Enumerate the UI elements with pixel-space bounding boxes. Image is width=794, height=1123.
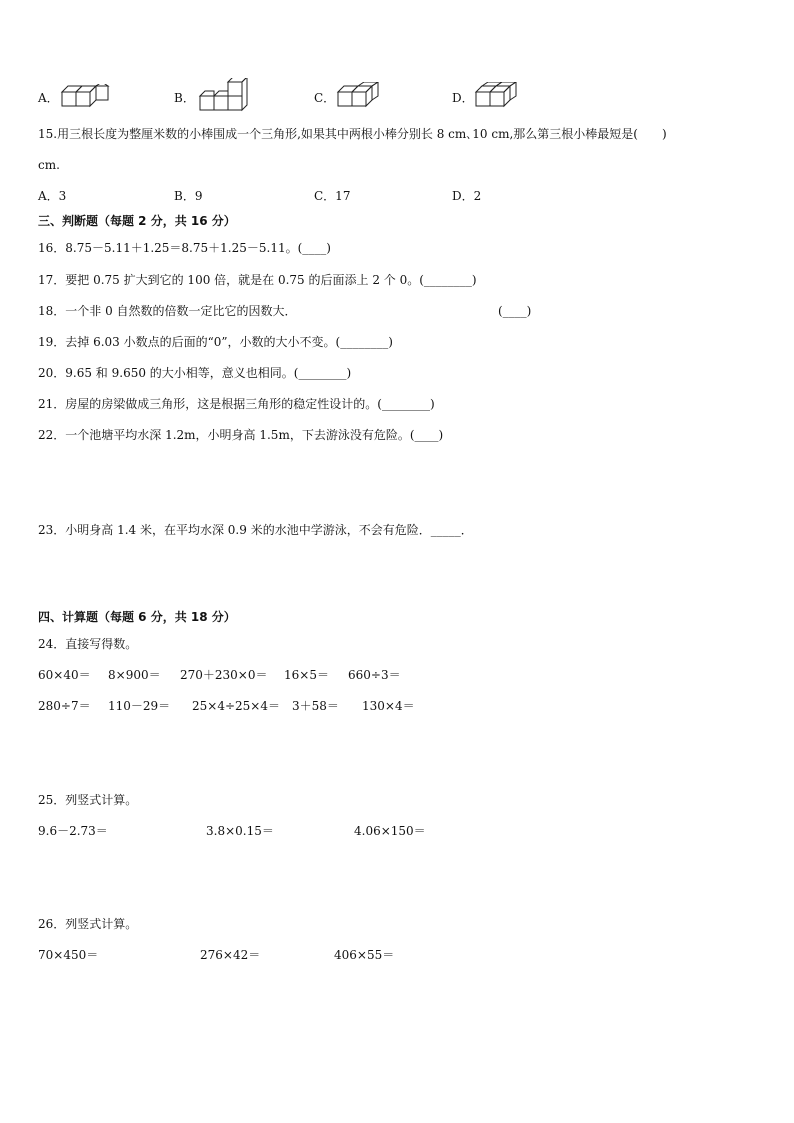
q25-title: 25．列竖式计算。 bbox=[38, 793, 138, 807]
q14-option-d-label: D． bbox=[452, 91, 474, 105]
q24-row2-cell: 110－29＝ bbox=[108, 699, 171, 713]
q24-row2-cell: 25×4÷25×4＝ bbox=[192, 699, 280, 713]
cube-stack-a-icon bbox=[60, 84, 112, 108]
q15-option-d: D．2 bbox=[452, 189, 482, 203]
q24-row1-cell: 60×40＝ bbox=[38, 668, 91, 682]
q25-item: 9.6－2.73＝ bbox=[38, 824, 108, 838]
q18-blank: (____) bbox=[498, 304, 532, 318]
q24-row2-cell: 280÷7＝ bbox=[38, 699, 91, 713]
q14-option-a-label: A． bbox=[38, 91, 59, 105]
q22-text: 22．一个池塘平均水深 1.2m，小明身高 1.5m，下去游泳没有危险。(____) bbox=[38, 428, 444, 442]
cube-stack-d-icon bbox=[474, 82, 520, 108]
q19-text: 19．去掉 6.03 小数点的后面的“0”，小数的大小不变。(________) bbox=[38, 335, 393, 349]
q15-option-b: B．9 bbox=[174, 189, 203, 203]
q15-text-line2: cm. bbox=[38, 158, 60, 172]
cube-stack-b-icon bbox=[198, 78, 250, 112]
q14-option-c-label: C． bbox=[314, 91, 336, 105]
q24-row1-cell: 270＋230×0＝ bbox=[180, 668, 268, 682]
q15-option-c: C．17 bbox=[314, 189, 351, 203]
section3-title: 三、判断题（每题 2 分，共 16 分） bbox=[38, 214, 236, 228]
q25-item: 4.06×150＝ bbox=[354, 824, 426, 838]
q26-title: 26．列竖式计算。 bbox=[38, 917, 138, 931]
q16-text: 16．8.75－5.11＋1.25＝8.75＋1.25－5.11。(____) bbox=[38, 241, 331, 255]
q26-item: 276×42＝ bbox=[200, 948, 261, 962]
q21-text: 21．房屋的房梁做成三角形，这是根据三角形的稳定性设计的。(________) bbox=[38, 397, 435, 411]
q24-row1-cell: 16×5＝ bbox=[284, 668, 329, 682]
q24-row1-cell: 660÷3＝ bbox=[348, 668, 401, 682]
q24-row2-cell: 3＋58＝ bbox=[292, 699, 339, 713]
q15-text-line1: 15.用三根长度为整厘米数的小棒围成一个三角形,如果其中两根小棒分别长 8 cm､10 cm,那么第三根小棒最短是( ) bbox=[38, 127, 667, 141]
q26-item: 406×55＝ bbox=[334, 948, 395, 962]
q18-text: 18．一个非 0 自然数的倍数一定比它的因数大． bbox=[38, 304, 297, 318]
section4-title: 四、计算题（每题 6 分，共 18 分） bbox=[38, 610, 236, 624]
q24-title: 24．直接写得数。 bbox=[38, 637, 138, 651]
q24-row1-cell: 8×900＝ bbox=[108, 668, 161, 682]
q24-row2-cell: 130×4＝ bbox=[362, 699, 415, 713]
q15-option-a: A．3 bbox=[38, 189, 67, 203]
q17-text: 17．要把 0.75 扩大到它的 100 倍，就是在 0.75 的后面添上 2 个 0。(________) bbox=[38, 273, 477, 287]
q25-item: 3.8×0.15＝ bbox=[206, 824, 274, 838]
q20-text: 20．9.65 和 9.650 的大小相等，意义也相同。(________) bbox=[38, 366, 352, 380]
q23-text: 23．小明身高 1.4 米，在平均水深 0.9 米的水池中学游泳，不会有危险．_____． bbox=[38, 523, 473, 537]
q14-option-b-label: B． bbox=[174, 91, 195, 105]
cube-stack-c-icon bbox=[336, 82, 382, 108]
q26-item: 70×450＝ bbox=[38, 948, 99, 962]
